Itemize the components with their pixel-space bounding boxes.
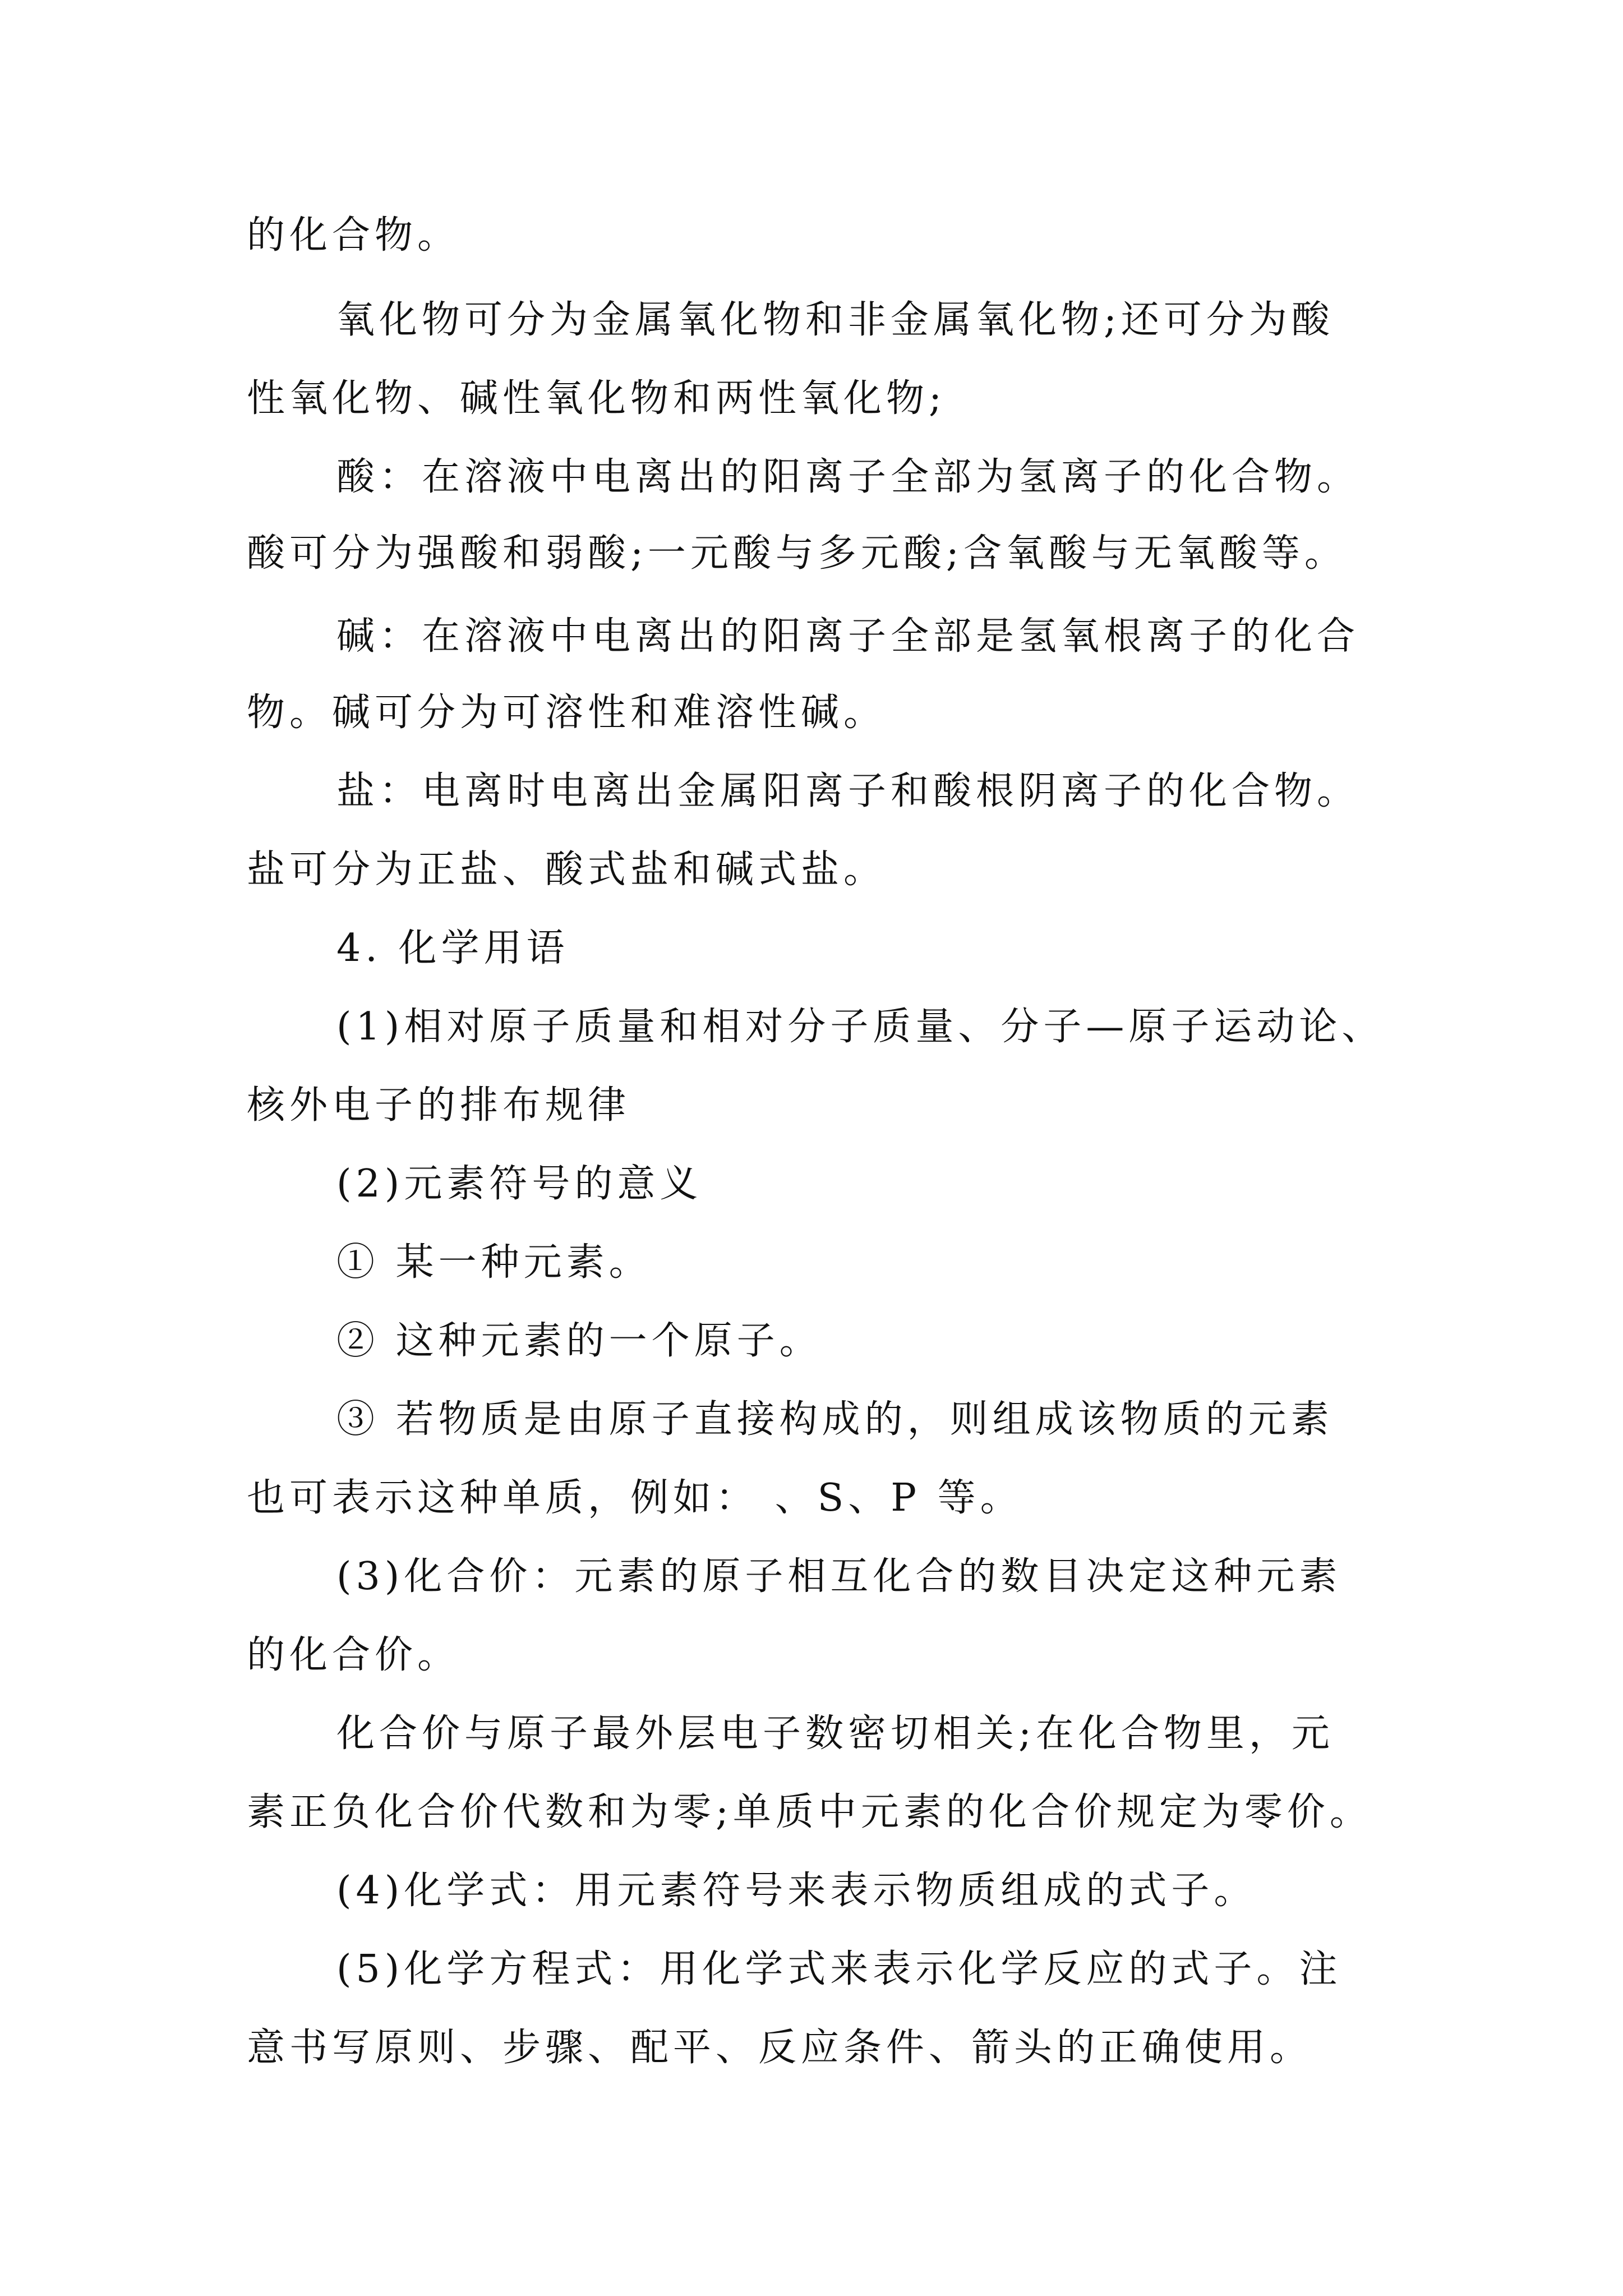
text-line: 酸可分为强酸和弱酸;一元酸与多元酸;含氧酸与无氧酸等。 (247, 531, 1347, 576)
text-line: 盐：电离时电离出金属阳离子和酸根阴离子的化合物。 (336, 769, 1360, 813)
text-line: ③ 若物质是由原子直接构成的，则组成该物质的元素 (336, 1397, 1334, 1442)
text-line: (5)化学方程式：用化学式来表示化学反应的式子。注 (336, 1947, 1342, 1991)
text-line: (1)相对原子质量和相对分子质量、分子—原子运动论、 (336, 1005, 1385, 1049)
text-line: ① 某一种元素。 (336, 1240, 652, 1285)
text-line: 素正负化合价代数和为零;单质中元素的化合价规定为零价。 (247, 1790, 1372, 1834)
text-line: (2)元素符号的意义 (336, 1162, 703, 1206)
text-line: 酸：在溶液中电离出的阳离子全部为氢离子的化合物。 (336, 455, 1360, 499)
text-line: 化合价与原子最外层电子数密切相关;在化合物里，元 (336, 1711, 1334, 1756)
section-heading: 4. 化学用语 (336, 926, 569, 970)
text-line: 核外电子的排布规律 (247, 1083, 631, 1128)
text-line: 盐可分为正盐、酸式盐和碱式盐。 (247, 848, 887, 892)
text-line: (3)化合价：元素的原子相互化合的数目决定这种元素 (336, 1554, 1342, 1599)
text-line: ② 这种元素的一个原子。 (336, 1319, 822, 1363)
text-line: 物。碱可分为可溶性和难溶性碱。 (247, 691, 887, 735)
text-line: 也可表示这种单质，例如： 、S、P 等。 (247, 1476, 1023, 1520)
text-line: 性氧化物、碱性氧化物和两性氧化物; (247, 376, 946, 421)
text-line: 碱：在溶液中电离出的阳离子全部是氢氧根离子的化合 (336, 614, 1360, 659)
text-line: 意书写原则、步骤、配平、反应条件、箭头的正确使用。 (247, 2026, 1313, 2070)
text-line: 氧化物可分为金属氧化物和非金属氧化物;还可分为酸 (336, 298, 1334, 342)
text-line: 的化合价。 (247, 1633, 460, 1677)
text-line: (4)化学式：用元素符号来表示物质组成的式子。 (336, 1869, 1257, 1913)
text-line: 的化合物。 (247, 213, 460, 257)
